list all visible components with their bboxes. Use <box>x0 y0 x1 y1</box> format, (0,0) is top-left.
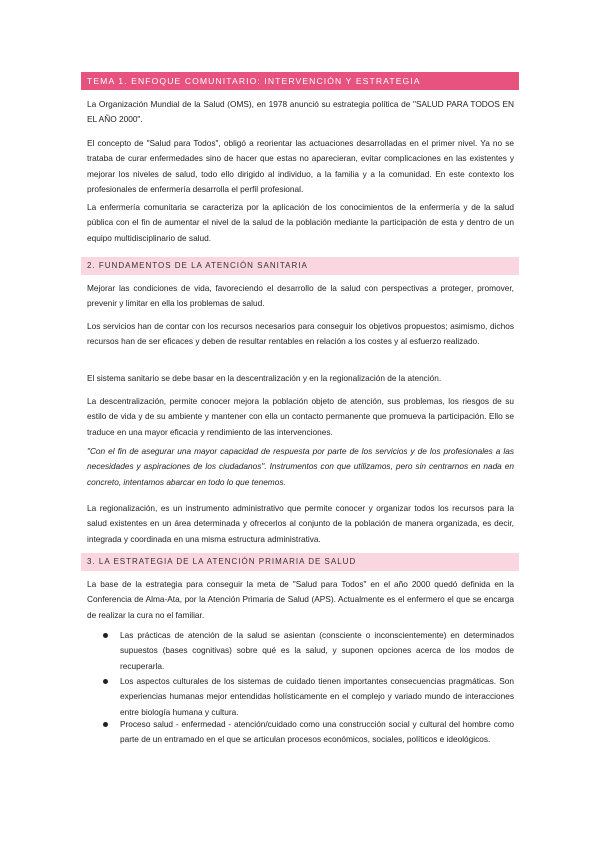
bullet-icon <box>103 679 108 684</box>
s2-quote-paragraph: "Con el fin de asegurar una mayor capacidad de respuesta por parte de los servicios y de los profesionales a las necesidades y aspiraciones de los ciudadanos". Instrumentos con que utilizamos, pero sin centrarnos en nada en concreto, intentamos abarcar en todo lo que tenemos. <box>87 446 514 487</box>
s2-paragraph-1: Mejorar las condiciones de vida, favoreciendo el desarrollo de la salud con perspectivas a proteger, promover, prevenir y limitar en ella los problemas de salud. <box>87 283 514 309</box>
s3-bullet-3: Proceso salud - enfermedad - atención/cuidado como una construcción social y cultural del hombre como parte de un entramado en el que se articulan procesos económicos, sociales, políticos e ideológicos. <box>120 719 514 745</box>
s3-bullet-2: Los aspectos culturales de los sistemas de cuidado tienen importantes consecuencias pragmáticas. Son experiencias humanas mejor entendidas holísticamente en el complejo y variado mundo de interacciones entre biología humana y cultura. <box>120 676 514 717</box>
s1-paragraph-2: El concepto de "Salud para Todos", obligó a reorientar las actuaciones desarrolladas en el primer nivel. Ya no se trataba de curar enfermedades sino de hacer que estas no aparecieran, evitar complicaciones en las existentes y mejorar los niveles de salud, todo ello dirigido al individuo, a la familia y a la comunidad. En este contexto los profesionales de enfermería desarrolla el perfil profesional. <box>87 138 514 195</box>
s1-paragraph-3: La enfermería comunitaria se caracteriza por la aplicación de los conocimientos de la enfermería y de la salud pública con el fin de aumentar el nivel de la salud de la población mediante la participación de esta y dentro de un equipo multidisciplinario de salud. <box>87 202 514 243</box>
bullet-icon <box>103 633 108 638</box>
section-3-heading: 3. LA ESTRATEGIA DE LA ATENCIÓN PRIMARIA DE SALUD <box>81 553 519 571</box>
bullet-icon <box>103 722 108 727</box>
s3-intro-paragraph: La base de la estrategia para conseguir la meta de "Salud para Todos" en el año 2000 quedó definida en la Conferencia de Alma-Ata, por la Atención Primaria de Salud (APS). Actualmente es el enfermero el que se encarga de realizar la cura no el familiar. <box>87 579 514 620</box>
s2-paragraph-3: El sistema sanitario se debe basar en la descentralización y en la regionalización de la atención. <box>87 373 442 383</box>
s2-paragraph-2: Los servicios han de contar con los recursos necesarios para conseguir los objetivos propuestos; asimismo, dichos recursos han de ser eficaces y deben de resultar rentables en relación a los costes y al esfuerzo realizado. <box>87 321 514 347</box>
s1-paragraph-1: La Organización Mundial de la Salud (OMS), en 1978 anunció su estrategia política de "SALUD PARA TODOS EN EL AÑO 2000". <box>87 99 514 125</box>
s2-paragraph-6: La regionalización, es un instrumento administrativo que permite conocer y organizar todos los recursos para la salud existentes en un área determinada y ofrecerlos al conjunto de la población de manera organizada, es decir, integrada y coordinada en una misma estructura administrativa. <box>87 503 514 544</box>
s2-paragraph-4: La descentralización, permite conocer mejora la población objeto de atención, sus problemas, los riesgos de su estilo de vida y de su ambiente y mantener con ella un contacto permanente que promueva la participación. Ello se traduce en una mayor eficacia y rendimiento de las intervenciones. <box>87 396 514 437</box>
section-1-heading: TEMA 1. ENFOQUE COMUNITARIO: INTERVENCIÓN Y ESTRATEGIA <box>81 72 519 90</box>
section-2-heading: 2. FUNDAMENTOS DE LA ATENCIÓN SANITARIA <box>81 257 519 275</box>
s3-bullet-1: Las prácticas de atención de la salud se asientan (consciente o inconscientemente) en determinados supuestos (bases cognitivas) sobre qué es la salud, y suponen opciones acerca de los modos de recuperarla. <box>120 630 514 671</box>
